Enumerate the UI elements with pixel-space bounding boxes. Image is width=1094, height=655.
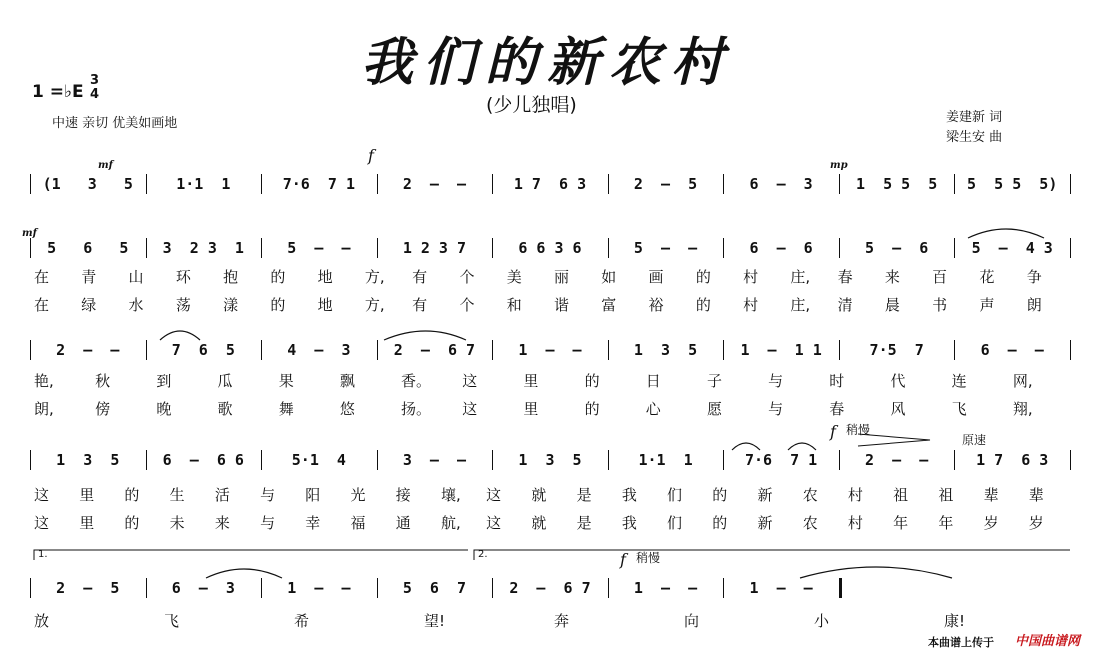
page-title: 我们的新农村 — [360, 32, 733, 93]
lyric-syllable: 愿 — [706, 400, 722, 418]
measure: 5 6 7 — [402, 579, 467, 597]
lyric-syllable: 的 — [124, 514, 140, 532]
measure: 2 – 6 7 — [393, 341, 476, 359]
slur — [968, 229, 1044, 238]
lyric-syllable: 日 — [645, 372, 661, 390]
lyric-syllable: 争 — [1026, 268, 1042, 286]
lyric-syllable: 网, — [1012, 372, 1033, 390]
footer-upload-note: 本曲谱上传于 — [928, 636, 994, 649]
measure: 2 – – — [56, 341, 120, 359]
measure: 1 – – — [633, 579, 698, 597]
lyric-syllable: 这 — [34, 514, 50, 532]
lyric-syllable: 青 — [81, 268, 97, 286]
lyric-syllable: 的 — [695, 268, 711, 286]
lyric-syllable: 这 — [462, 400, 478, 418]
lyric-syllable: 漾 — [223, 296, 239, 314]
lyric-syllable: 清 — [837, 296, 853, 314]
lyric-syllable: 个 — [459, 296, 475, 314]
lyric-syllable: 们 — [667, 514, 683, 532]
measure: 6 – 6 6 — [162, 451, 244, 469]
lyricist-credit: 姜建新 词 — [946, 110, 1003, 125]
measure: 1·1 1 — [638, 451, 693, 469]
volta-first-bracket — [34, 550, 468, 560]
dynamic-mezzo-piano: mp — [830, 160, 848, 171]
lyric-syllable: 心 — [645, 400, 661, 418]
lyric-syllable: 的 — [584, 372, 600, 390]
lyric-syllable: 这 — [486, 486, 502, 504]
lyric-syllable: 年 — [893, 514, 909, 532]
measure: 1·1 1 — [176, 175, 231, 193]
lyric-syllable: 新 — [757, 514, 773, 532]
lyric-syllable: 农 — [802, 514, 818, 532]
measure: 5 – 6 — [865, 239, 929, 257]
lyric-syllable: 的 — [712, 514, 728, 532]
measure: 1 – – — [749, 579, 813, 597]
lyric-syllable: 水 — [128, 296, 144, 314]
lyric-syllable: 庄, — [790, 296, 811, 314]
slur — [788, 443, 816, 450]
lyric-syllable: 这 — [462, 372, 478, 390]
lyric-syllable: 未 — [169, 514, 185, 532]
lyric-syllable: 美 — [506, 268, 522, 286]
measure: 5 – – — [633, 239, 698, 257]
measure: 6 6 3 6 — [518, 239, 582, 257]
dynamic-mezzo-forte: mf — [22, 228, 37, 239]
lyric-syllable: 与 — [768, 372, 784, 390]
measure: 7 6 5 — [171, 341, 235, 359]
lyric-syllable: 和 — [506, 296, 522, 314]
lyric-syllable: 村 — [847, 514, 863, 532]
lyric-syllable: 是 — [576, 514, 592, 532]
measure: 6 – 6 — [749, 239, 813, 257]
measure: 5 6 5 — [47, 239, 129, 257]
lyric-syllable: 歌 — [217, 400, 233, 418]
lyric-syllable: 壤, — [440, 486, 461, 504]
lyric-syllable: 生 — [169, 486, 185, 504]
lyric-syllable: 朗, — [34, 400, 54, 418]
slur — [206, 569, 282, 578]
measure: 1 – 1 1 — [740, 341, 822, 359]
lyric-syllable: 悠 — [339, 400, 355, 418]
lyric-syllable: 辈 — [1028, 486, 1044, 504]
lyric-syllable: 村 — [743, 268, 759, 286]
lyric-syllable: 香。 — [401, 372, 432, 390]
lyric-syllable: 阳 — [305, 486, 321, 504]
measure: 4 – 3 — [287, 341, 351, 359]
lyric-syllable: 花 — [979, 268, 995, 286]
lyric-syllable: 来 — [884, 268, 900, 286]
tempo-original-marking: 原速 — [962, 433, 987, 447]
lyric-syllable: 幸 — [305, 514, 321, 532]
measure: 6 – 3 — [749, 175, 813, 193]
lyric-syllable: 春 — [837, 268, 853, 286]
lyric-syllable: 地 — [317, 268, 333, 286]
slur — [732, 443, 760, 450]
measure: 5 – – — [287, 239, 351, 257]
lyric-syllable: 裕 — [648, 296, 664, 314]
lyric-syllable: 的 — [695, 296, 711, 314]
lyric-syllable: 来 — [214, 514, 230, 532]
site-logo[interactable]: 中国曲谱网 — [1014, 634, 1080, 649]
lyric-syllable: 飞 — [164, 612, 180, 630]
time-signature-top: 3 — [90, 73, 100, 88]
lyric-syllable: 丽 — [554, 268, 570, 286]
slur — [800, 567, 952, 578]
lyric-syllable: 飘 — [339, 372, 355, 390]
measure: 1 7 6 3 — [976, 451, 1049, 469]
lyric-syllable: 扬。 — [401, 400, 432, 418]
lyric-syllable: 翔, — [1012, 400, 1033, 418]
lyric-syllable: 我 — [621, 514, 637, 532]
lyric-syllable: 祖 — [938, 486, 954, 504]
lyric-syllable: 环 — [175, 268, 191, 286]
lyric-syllable: 的 — [270, 268, 286, 286]
lyric-syllable: 到 — [156, 372, 172, 390]
lyric-syllable: 康! — [944, 612, 966, 630]
lyric-syllable: 与 — [768, 400, 784, 418]
lyric-syllable: 这 — [486, 514, 502, 532]
measure: 1 3 5 — [56, 451, 120, 469]
dynamic-forte: f — [620, 550, 626, 569]
lyric-syllable: 地 — [317, 296, 333, 314]
measure: 1 7 6 3 — [513, 175, 587, 193]
measure: 3 2 3 1 — [162, 239, 244, 257]
lyric-syllable: 希 — [294, 612, 310, 630]
lyric-syllable: 秋 — [95, 372, 111, 390]
lyric-syllable: 望! — [424, 612, 446, 630]
lyric-syllable: 在 — [34, 296, 50, 314]
lyric-syllable: 活 — [214, 486, 230, 504]
measure: 1 2 3 7 — [402, 239, 467, 257]
volta-second-bracket — [474, 550, 1070, 560]
measure: 5 5 5 5) — [967, 175, 1058, 193]
lyric-syllable: 这 — [34, 486, 50, 504]
lyric-syllable: 的 — [712, 486, 728, 504]
lyric-syllable: 农 — [802, 486, 818, 504]
lyric-syllable: 舞 — [278, 400, 294, 418]
lyric-syllable: 画 — [648, 268, 664, 286]
lyric-syllable: 就 — [531, 514, 547, 532]
slur — [384, 331, 466, 340]
lyric-syllable: 朗 — [1026, 296, 1042, 314]
lyric-syllable: 代 — [890, 372, 906, 390]
lyric-syllable: 我 — [621, 486, 637, 504]
measure: 7·6 7 1 — [282, 175, 355, 193]
lyric-syllable: 声 — [979, 296, 995, 314]
lyric-syllable: 方, — [364, 296, 385, 314]
lyric-syllable: 傍 — [95, 400, 111, 418]
dynamic-forte: f — [368, 146, 374, 165]
lyric-syllable: 晚 — [156, 400, 172, 418]
lyric-syllable: 放 — [34, 612, 50, 630]
lyric-syllable: 谐 — [554, 296, 570, 314]
lyric-syllable: 果 — [278, 372, 294, 390]
lyric-syllable: 富 — [601, 296, 617, 314]
lyric-syllable: 方, — [364, 268, 385, 286]
time-signature-bottom: 4 — [90, 87, 100, 102]
measure: (1 3 5 — [42, 175, 133, 193]
lyric-syllable: 奔 — [554, 612, 570, 630]
lyric-syllable: 通 — [395, 514, 411, 532]
lyric-syllable: 春 — [829, 400, 845, 418]
lyric-syllable: 在 — [34, 268, 50, 286]
lyric-syllable: 接 — [395, 486, 411, 504]
lyric-syllable: 辈 — [983, 486, 999, 504]
lyric-syllable: 抱 — [223, 268, 239, 286]
lyric-syllable: 飞 — [951, 400, 967, 418]
measure: 2 – 5 — [56, 579, 120, 597]
lyric-syllable: 书 — [932, 296, 948, 314]
composer-credit: 梁生安 曲 — [946, 130, 1003, 145]
lyric-syllable: 福 — [350, 514, 366, 532]
lyric-syllable: 小 — [814, 612, 830, 630]
lyric-syllable: 是 — [576, 486, 592, 504]
volta-first-label: 1. — [38, 549, 48, 560]
measure: 3 – – — [402, 451, 467, 469]
lyric-syllable: 个 — [459, 268, 475, 286]
measure: 2 – 6 7 — [509, 579, 591, 597]
lyric-syllable: 就 — [531, 486, 547, 504]
lyric-syllable: 的 — [270, 296, 286, 314]
measure: 6 – 3 — [171, 579, 235, 597]
lyric-syllable: 向 — [684, 612, 700, 630]
volta-second-label: 2. — [478, 549, 488, 560]
lyric-syllable: 如 — [601, 268, 617, 286]
measure: 5 – 4 3 — [971, 239, 1053, 257]
lyric-syllable: 艳, — [34, 372, 54, 390]
lyric-syllable: 里 — [523, 372, 539, 390]
lyric-syllable: 晨 — [884, 296, 900, 314]
lyric-syllable: 瓜 — [217, 372, 233, 390]
lyric-syllable: 村 — [743, 296, 759, 314]
lyric-syllable: 光 — [350, 486, 366, 504]
crescendo-hairpin — [858, 434, 930, 446]
lyric-syllable: 有 — [412, 296, 428, 314]
lyric-syllable: 年 — [938, 514, 954, 532]
tempo-marking: 中速 亲切 优美如画地 — [52, 116, 178, 131]
lyric-syllable: 百 — [932, 268, 948, 286]
lyric-syllable: 的 — [584, 400, 600, 418]
tempo-rit-marking: 稍慢 — [636, 551, 661, 565]
lyric-syllable: 有 — [412, 268, 428, 286]
tempo-rit-marking: 稍慢 — [846, 423, 871, 437]
measure: 7·5 7 — [869, 341, 924, 359]
measure: 6 – – — [980, 341, 1044, 359]
measure: 1 – – — [518, 341, 582, 359]
measure: 2 – 5 — [633, 175, 698, 193]
lyric-syllable: 岁 — [983, 514, 999, 532]
slur — [160, 331, 200, 340]
lyric-syllable: 庄, — [790, 268, 811, 286]
lyric-syllable: 时 — [829, 372, 845, 390]
lyric-syllable: 与 — [260, 486, 276, 504]
lyric-syllable: 风 — [890, 400, 906, 418]
lyric-syllable: 的 — [124, 486, 140, 504]
measure: 2 – – — [402, 175, 467, 193]
lyric-syllable: 荡 — [175, 296, 191, 314]
lyric-syllable: 里 — [79, 514, 95, 532]
lyric-syllable: 祖 — [893, 486, 909, 504]
lyric-syllable: 里 — [79, 486, 95, 504]
lyric-syllable: 新 — [757, 486, 773, 504]
lyric-syllable: 连 — [951, 372, 967, 390]
lyric-syllable: 山 — [128, 268, 144, 286]
measure: 1 3 5 — [518, 451, 582, 469]
lyric-syllable: 子 — [706, 372, 722, 390]
measure: 1 3 5 — [633, 341, 698, 359]
measure: 1 – – — [287, 579, 351, 597]
measure: 5·1 4 — [291, 451, 346, 469]
measure: 7·6 7 1 — [744, 451, 818, 469]
subtitle: (少儿独唱) — [486, 94, 577, 116]
dynamic-mezzo-forte: mf — [98, 160, 113, 171]
lyric-syllable: 绿 — [81, 296, 97, 314]
lyric-syllable: 里 — [523, 400, 539, 418]
dynamic-forte: f — [830, 422, 836, 441]
key-signature: 1 =♭E — [32, 82, 84, 102]
measure: 2 – – — [865, 451, 929, 469]
lyric-syllable: 航, — [440, 514, 461, 532]
lyric-syllable: 与 — [260, 514, 276, 532]
lyric-syllable: 岁 — [1028, 514, 1044, 532]
measure: 1 5 5 5 — [856, 175, 938, 193]
lyric-syllable: 们 — [667, 486, 683, 504]
lyric-syllable: 村 — [847, 486, 863, 504]
